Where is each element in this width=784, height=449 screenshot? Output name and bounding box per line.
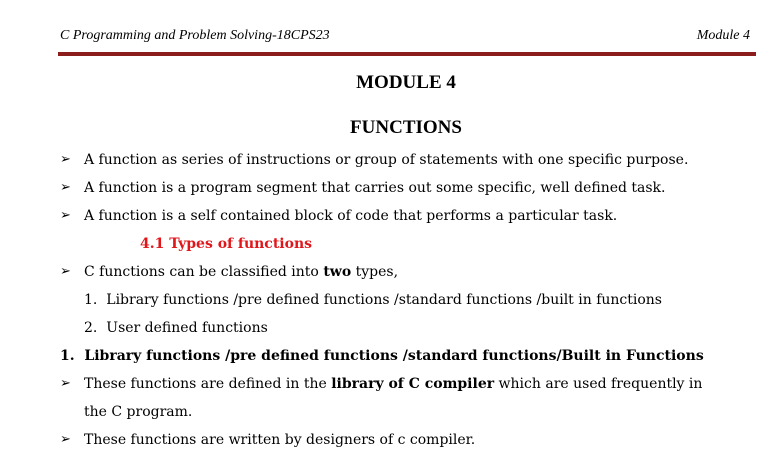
types-intro-suffix: types, <box>351 264 399 280</box>
bullet-arrow-icon: ➢ <box>60 152 71 167</box>
bullet-arrow-icon: ➢ <box>60 376 71 391</box>
library-heading-number: 1. <box>60 348 75 364</box>
topic-title: FUNCTIONS <box>350 117 462 138</box>
types-list-item-1 <box>84 291 662 309</box>
page-header <box>60 28 750 48</box>
list-number: 1. <box>84 292 98 308</box>
intro-bullet-3: A function is a self contained block of code that performs a particular task. <box>84 208 618 224</box>
library-bullet-1-suffix: which are used frequently in <box>494 376 703 392</box>
library-bullet-1-prefix: These functions are defined in the <box>84 376 332 392</box>
library-bullet-1-continuation: the C program. <box>84 404 193 420</box>
library-bullet-1-bold: library of C compiler <box>331 376 495 392</box>
section-heading: 4.1 Types of functions <box>140 236 313 252</box>
module-title: MODULE 4 <box>356 72 456 93</box>
bullet-arrow-icon: ➢ <box>60 264 71 279</box>
header-module-label: Module 4 <box>696 28 750 43</box>
library-heading-text: Library functions /pre defined functions /standard functions/Built in Functions <box>84 348 704 364</box>
library-bullet-1 <box>84 375 702 393</box>
types-intro-line <box>84 263 398 281</box>
library-heading <box>60 347 704 365</box>
library-bullet-2: These functions are written by designers of c compiler. <box>84 432 476 448</box>
header-rule <box>58 52 756 56</box>
list-number: 2. <box>84 320 98 336</box>
bullet-arrow-icon: ➢ <box>60 180 71 195</box>
types-list-item-2 <box>84 319 268 337</box>
bullet-arrow-icon: ➢ <box>60 208 71 223</box>
types-intro-bold: two <box>323 264 352 280</box>
types-intro-prefix: C functions can be classified into <box>84 264 324 280</box>
list-text: Library functions /pre defined functions /standard functions /built in functions <box>106 292 662 308</box>
list-text: User defined functions <box>106 320 268 336</box>
intro-bullet-1: A function as series of instructions or group of statements with one specific purpose. <box>84 152 689 168</box>
bullet-arrow-icon: ➢ <box>60 432 71 447</box>
header-course-title: C Programming and Problem Solving-18CPS23 <box>60 28 330 43</box>
intro-bullet-2: A function is a program segment that carries out some specific, well defined task. <box>84 180 666 196</box>
